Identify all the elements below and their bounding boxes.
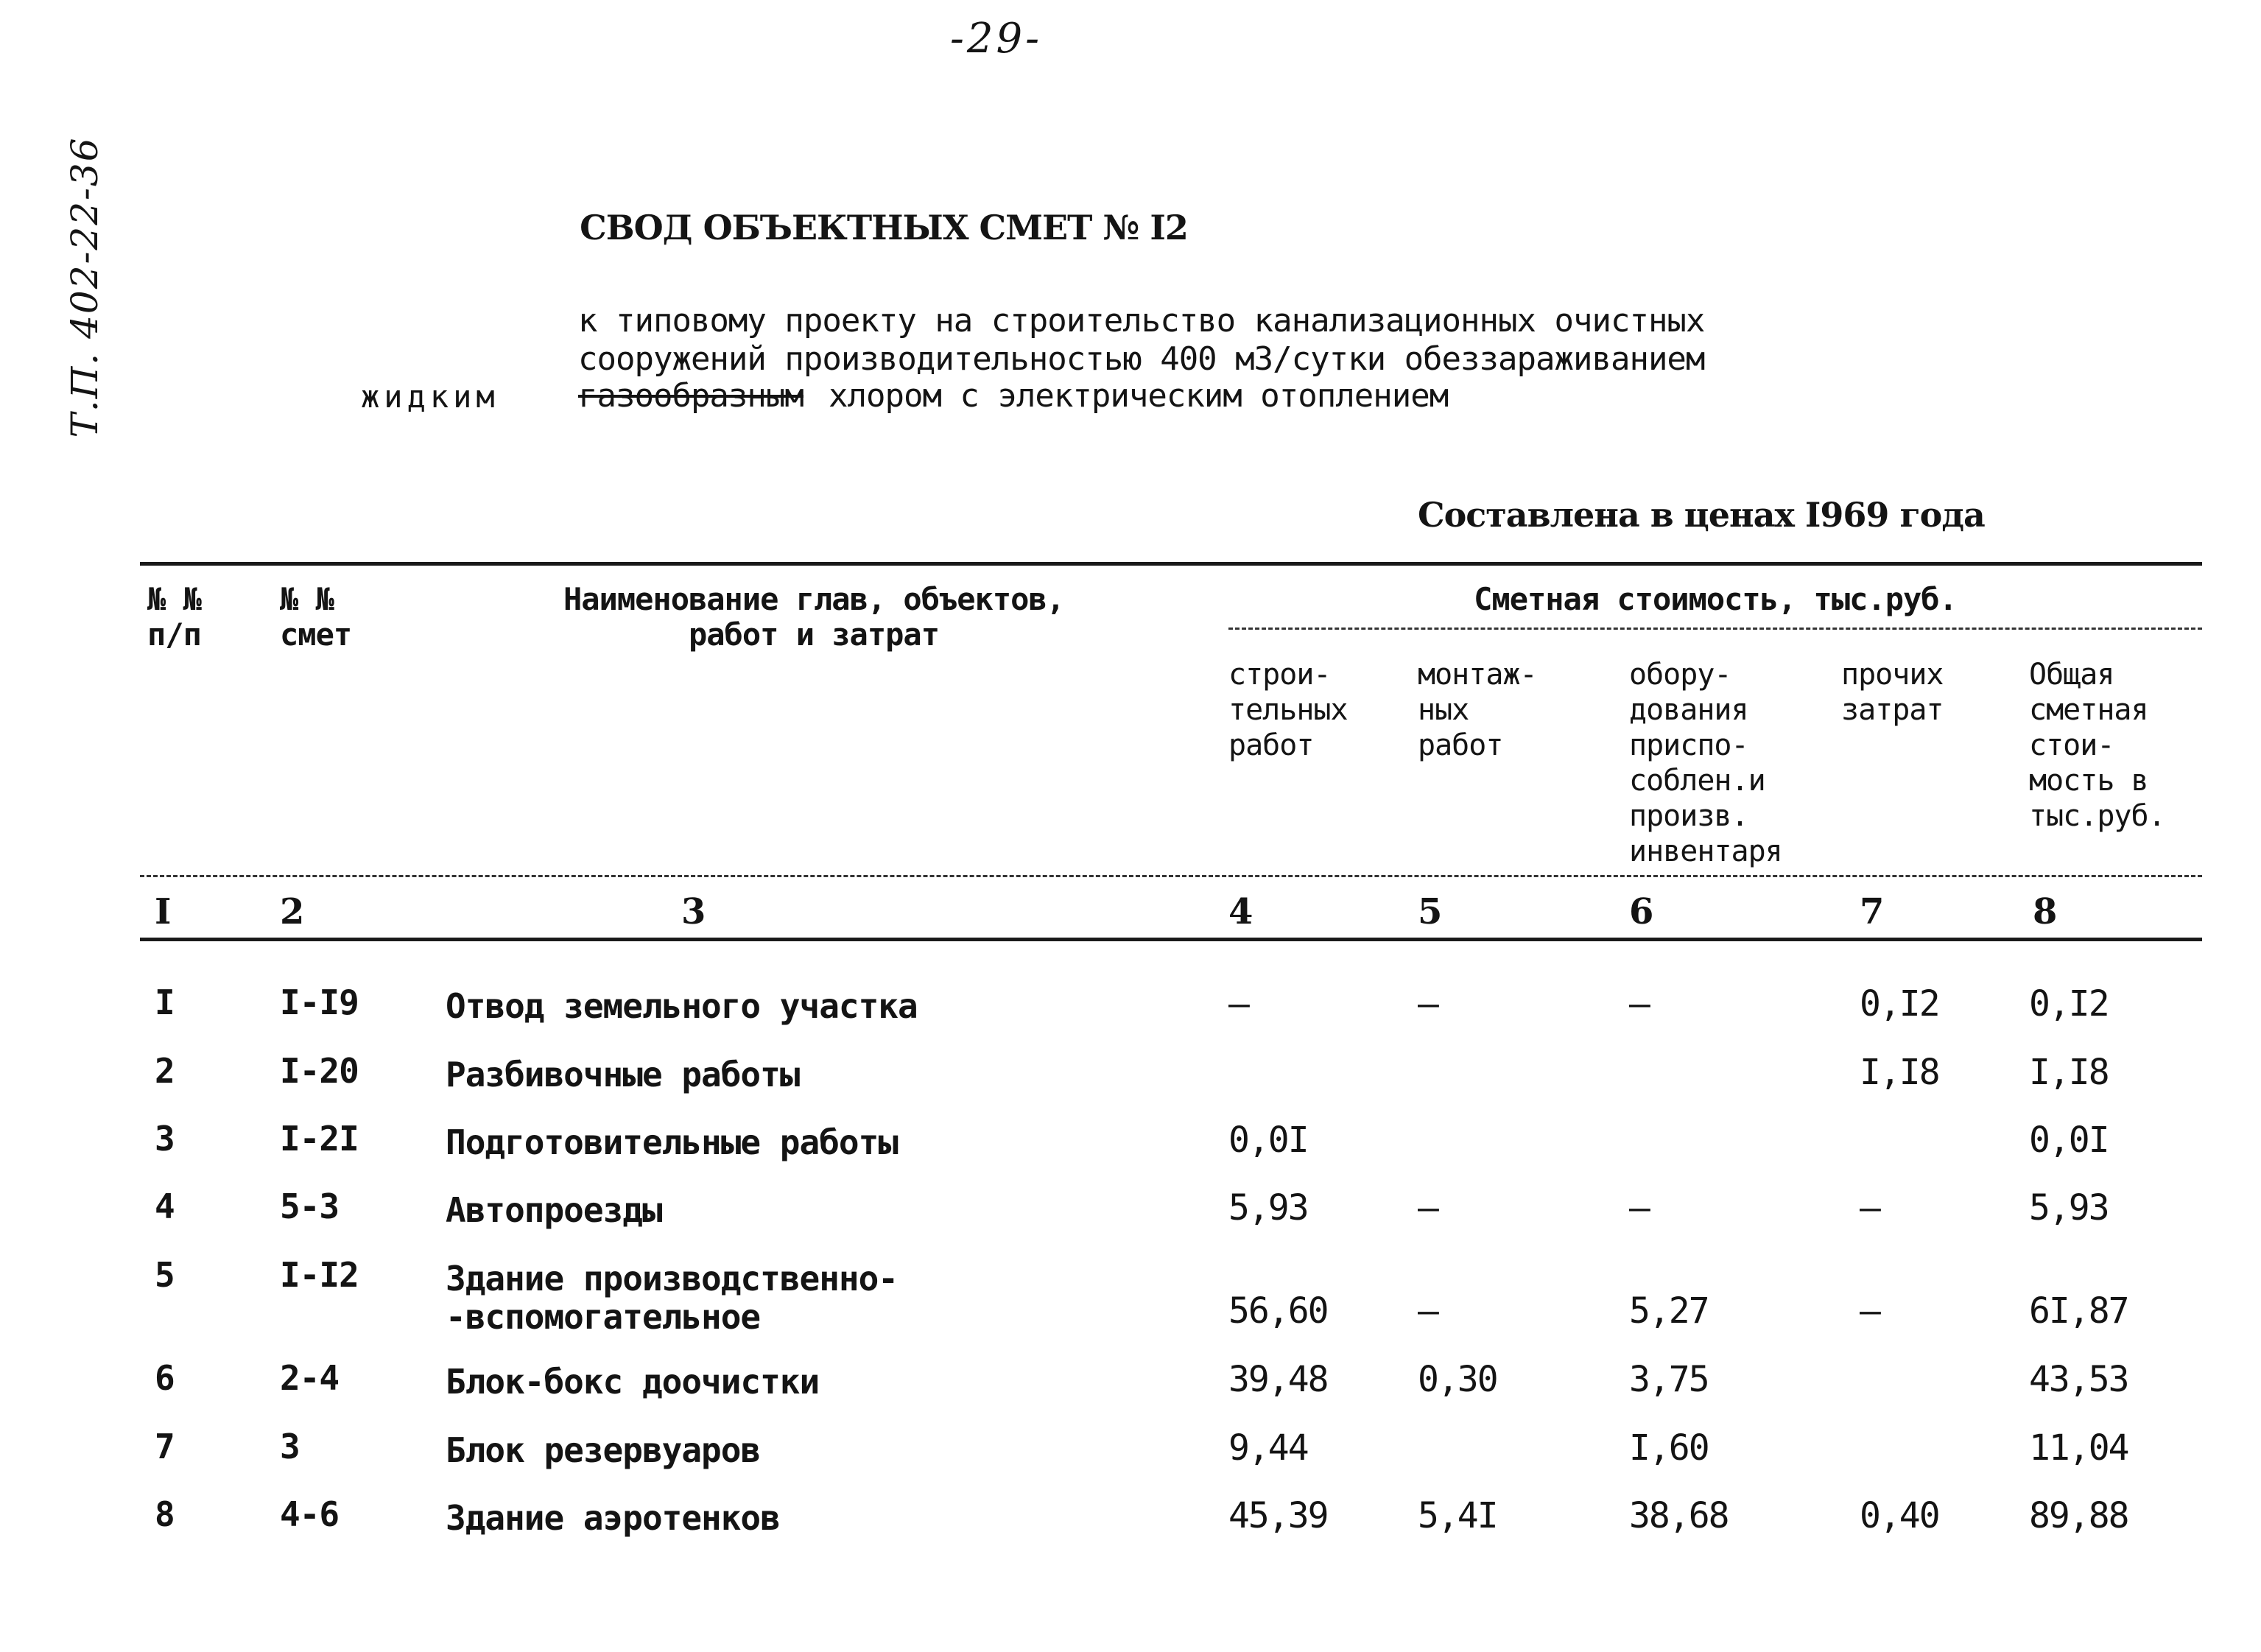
header-bottom-rule	[140, 875, 2202, 877]
estimate-number: I-20	[280, 1051, 359, 1091]
row-number: 5	[155, 1255, 175, 1295]
column-number: 2	[280, 891, 305, 932]
header-cost-group: Сметная стоимость, тыс.руб.	[1474, 581, 1957, 617]
item-name: Здание производственно- -вспомогательное	[446, 1259, 898, 1337]
item-name: Автопроезды	[446, 1190, 662, 1230]
estimate-number: 3	[280, 1427, 300, 1466]
total-cost: I,I8	[2029, 1052, 2109, 1093]
row-number: 3	[155, 1119, 175, 1159]
total-cost: 0,I2	[2029, 983, 2109, 1024]
row-number: 6	[155, 1358, 175, 1398]
installation-cost: 5,4I	[1418, 1495, 1497, 1536]
other-cost: I,I8	[1860, 1052, 1939, 1093]
other-cost: –	[1860, 1187, 1880, 1229]
other-cost: 0,40	[1860, 1495, 1939, 1536]
total-cost: 89,88	[2029, 1495, 2128, 1536]
equipment-cost: –	[1629, 1187, 1649, 1229]
equipment-cost: 3,75	[1629, 1359, 1709, 1400]
item-name: Блок резервуаров	[446, 1430, 761, 1470]
equipment-cost: I,60	[1629, 1427, 1709, 1469]
construction-cost: 9,44	[1228, 1427, 1308, 1469]
item-name: Отвод земельного участка	[446, 986, 918, 1026]
other-cost: 0,I2	[1860, 983, 1939, 1024]
subtitle-line-1: к типовому проекту на строительство канализационных очистных	[578, 302, 1705, 340]
equipment-cost: –	[1629, 983, 1649, 1024]
margin-note-text: Т.П. 402-22-36	[63, 136, 106, 438]
prices-note: Составлена в ценах I969 года	[1418, 495, 1985, 535]
item-name: Подготовительные работы	[446, 1122, 898, 1162]
installation-cost: 0,30	[1418, 1359, 1497, 1400]
header-item-name: Наименование глав, объектов, работ и затрат	[563, 581, 1064, 653]
struck-word: газообразным	[578, 377, 804, 415]
column-number: 5	[1418, 891, 1443, 932]
total-cost: 0,0I	[2029, 1120, 2109, 1161]
subtitle-line-2: сооружений производительностью 400 м3/сутки обеззараживанием	[578, 340, 1705, 378]
column-number: 3	[681, 891, 706, 932]
estimate-number: I-2I	[280, 1119, 359, 1159]
row-number: 4	[155, 1187, 175, 1226]
handwritten-correction: жидким	[361, 379, 499, 415]
estimate-number: I-I2	[280, 1255, 359, 1295]
header-construction-works: строи- тельных работ	[1228, 658, 1348, 762]
row-number: I	[155, 983, 175, 1022]
table-top-rule	[140, 562, 2202, 566]
construction-cost: 45,39	[1228, 1495, 1328, 1536]
construction-cost: –	[1228, 983, 1248, 1024]
header-estimate-number: № № смет	[280, 581, 352, 653]
total-cost: 6I,87	[2029, 1290, 2128, 1332]
column-number: 4	[1228, 891, 1253, 932]
header-row-number: № № п/п	[147, 581, 201, 653]
equipment-cost: 5,27	[1629, 1290, 1709, 1332]
other-cost: –	[1860, 1290, 1880, 1332]
construction-cost: 5,93	[1228, 1187, 1308, 1229]
subtitle-line-3: хлором с электрическим отоплением	[829, 377, 1449, 415]
estimate-number: 4-6	[280, 1494, 340, 1534]
construction-cost: 0,0I	[1228, 1120, 1308, 1161]
column-number: I	[155, 891, 172, 932]
document-title: СВОД ОБЪЕКТНЫХ СМЕТ № I2	[580, 208, 1188, 247]
margin-note	[44, 81, 125, 493]
installation-cost: –	[1418, 1187, 1438, 1229]
column-numbers-rule	[140, 938, 2202, 941]
estimate-number: I-I9	[280, 983, 359, 1022]
header-equipment: обору- дования приспо- соблен.и произв. инвентаря	[1629, 658, 1782, 868]
header-total-cost: Общая сметная стои- мость в тыс.руб.	[2029, 658, 2165, 833]
column-number: 6	[1629, 891, 1654, 932]
equipment-cost: 38,68	[1629, 1495, 1729, 1536]
header-other-costs: прочих затрат	[1841, 658, 1944, 727]
construction-cost: 56,60	[1228, 1290, 1328, 1332]
total-cost: 5,93	[2029, 1187, 2109, 1229]
row-number: 7	[155, 1427, 175, 1466]
row-number: 2	[155, 1051, 175, 1091]
column-number: 7	[1860, 891, 1885, 932]
page-number: -29-	[950, 15, 1043, 63]
total-cost: 11,04	[2029, 1427, 2128, 1469]
row-number: 8	[155, 1494, 175, 1534]
item-name: Разбивочные работы	[446, 1055, 800, 1094]
column-number: 8	[2033, 891, 2058, 932]
item-name: Здание аэротенков	[446, 1498, 780, 1538]
estimate-number: 5-3	[280, 1187, 340, 1226]
installation-cost: –	[1418, 983, 1438, 1024]
estimate-number: 2-4	[280, 1358, 340, 1398]
construction-cost: 39,48	[1228, 1359, 1328, 1400]
group-underline	[1228, 628, 2202, 630]
header-installation-works: монтаж- ных работ	[1418, 658, 1537, 762]
item-name: Блок-бокс доочистки	[446, 1362, 820, 1402]
installation-cost: –	[1418, 1290, 1438, 1332]
total-cost: 43,53	[2029, 1359, 2128, 1400]
